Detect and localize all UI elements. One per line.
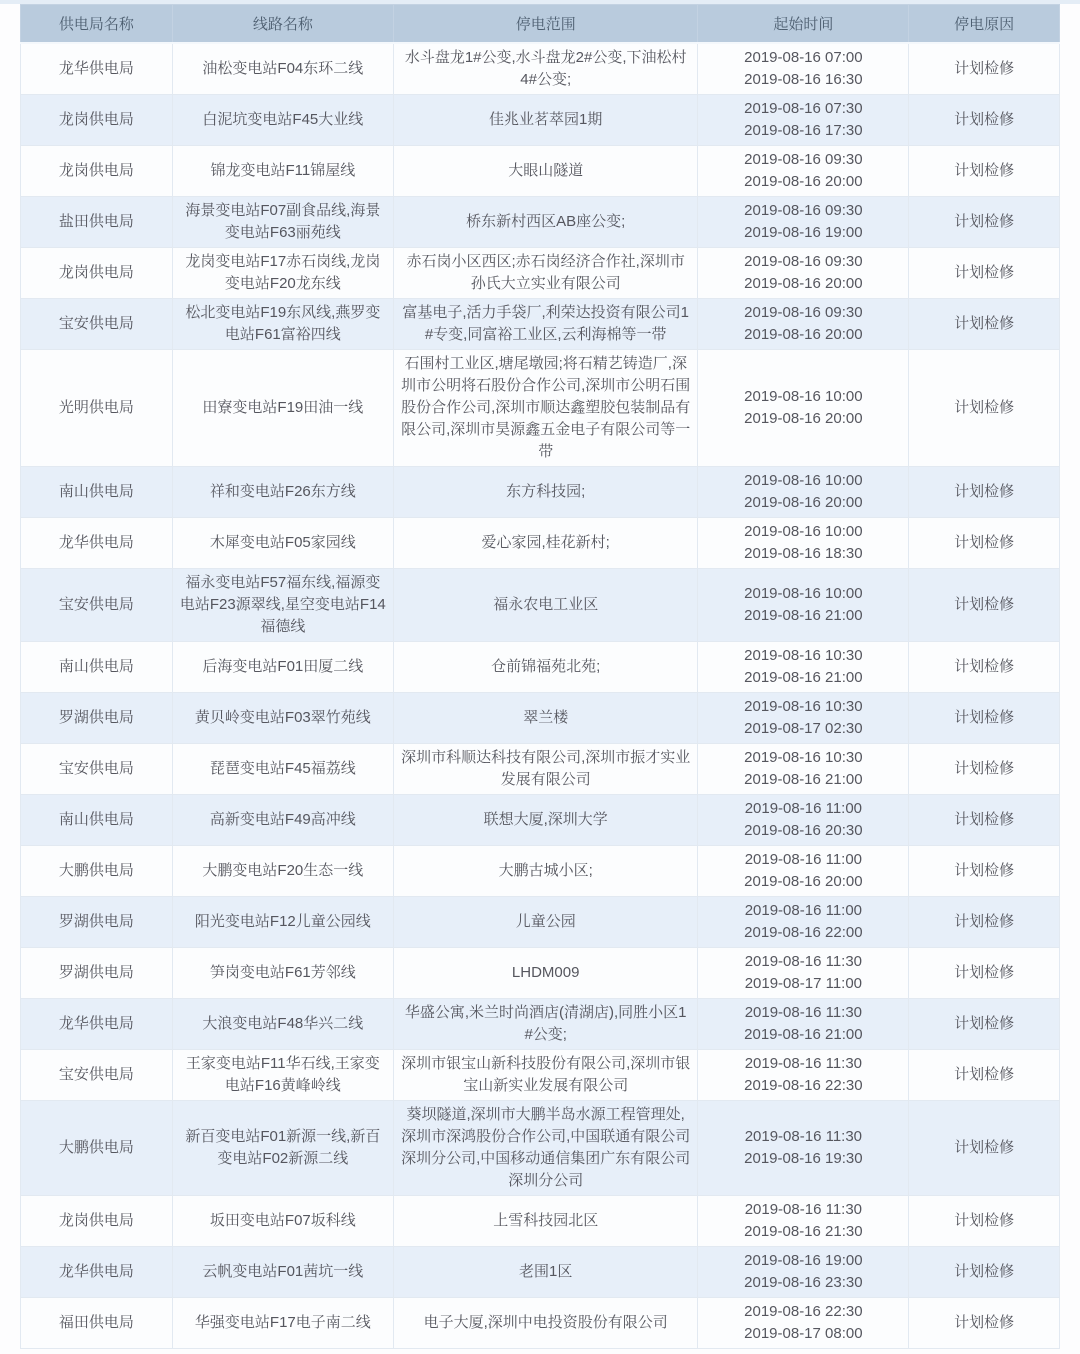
table-row: [21, 1298, 1060, 1349]
cell-line: 华强变电站F17电子南二线: [172, 1298, 393, 1349]
table-row: [21, 95, 1060, 146]
cell-scope: 联想大厦,深圳大学: [393, 795, 697, 846]
cell-line: 大鹏变电站F20生态一线: [172, 846, 393, 897]
cell-line: 高新变电站F49高冲线: [172, 795, 393, 846]
cell-reason: 计划检修: [909, 642, 1060, 693]
start-time: 2019-08-16 10:00: [744, 388, 863, 405]
cell-line: 油松变电站F04东环二线: [172, 43, 393, 95]
table-row: [21, 248, 1060, 299]
cell-reason: 计划检修: [909, 897, 1060, 948]
table-row: [21, 897, 1060, 948]
end-time: 2019-08-16 17:30: [744, 122, 863, 139]
cell-scope: 赤石岗小区西区;赤石岗经济合作社,深圳市孙氏大立实业有限公司: [393, 248, 697, 299]
cell-time: [698, 693, 909, 744]
cell-scope: 石围村工业区,塘尾墩园;将石精艺铸造厂,深圳市公明将石股份合作公司,深圳市公明石围股份合作公司,深圳市顺达鑫塑胶包装制品有限公司,深圳市昊源鑫五金电子有限公司等一带: [393, 350, 697, 467]
start-time: 2019-08-16 09:30: [744, 151, 863, 168]
cell-line: 海景变电站F07副食品线,海景变电站F63丽苑线: [172, 197, 393, 248]
cell-line: 松北变电站F19东风线,燕罗变电站F61富裕四线: [172, 299, 393, 350]
start-time: 2019-08-16 22:30: [744, 1303, 863, 1320]
table-row: [21, 1101, 1060, 1196]
cell-bureau: 龙华供电局: [21, 1247, 173, 1298]
cell-scope: 老围1区: [393, 1247, 697, 1298]
cell-scope: 翠兰楼: [393, 693, 697, 744]
cell-line: 木犀变电站F05家园线: [172, 518, 393, 569]
cell-time: [698, 197, 909, 248]
start-time: 2019-08-16 10:00: [744, 472, 863, 489]
cell-scope: 大眼山隧道: [393, 146, 697, 197]
cell-line: 阳光变电站F12儿童公园线: [172, 897, 393, 948]
end-time: 2019-08-17 08:00: [744, 1325, 863, 1342]
cell-scope: 佳兆业茗萃园1期: [393, 95, 697, 146]
cell-reason: 计划检修: [909, 1298, 1060, 1349]
cell-line: 祥和变电站F26东方线: [172, 467, 393, 518]
cell-bureau: 宝安供电局: [21, 299, 173, 350]
end-time: 2019-08-16 16:30: [744, 71, 863, 88]
cell-scope: 葵坝隧道,深圳市大鹏半岛水源工程管理处,深圳市深鸿股份合作公司,中国联通有限公司深圳分公司,中国移动通信集团广东有限公司深圳分公司: [393, 1101, 697, 1196]
cell-line: 笋岗变电站F61芳邻线: [172, 948, 393, 999]
start-time: 2019-08-16 10:00: [744, 523, 863, 540]
cell-time: [698, 350, 909, 467]
start-time: 2019-08-16 11:30: [744, 953, 863, 970]
cell-line: 白泥坑变电站F45大业线: [172, 95, 393, 146]
cell-bureau: 龙岗供电局: [21, 248, 173, 299]
cell-scope: 电子大厦,深圳中电投资股份有限公司: [393, 1298, 697, 1349]
cell-scope: 大鹏古城小区;: [393, 846, 697, 897]
cell-time: [698, 1298, 909, 1349]
table-header-row: [21, 5, 1060, 44]
cell-reason: 计划检修: [909, 795, 1060, 846]
cell-time: [698, 1247, 909, 1298]
cell-time: [698, 43, 909, 95]
cell-line: 黄贝岭变电站F03翠竹苑线: [172, 693, 393, 744]
cell-line: 福永变电站F57福东线,福源变电站F23源翠线,星空变电站F14福德线: [172, 569, 393, 642]
power-outage-table: [20, 4, 1060, 1349]
start-time: 2019-08-16 19:00: [744, 1252, 863, 1269]
cell-time: [698, 518, 909, 569]
column-header-bureau: 供电局名称: [21, 5, 173, 44]
cell-bureau: 龙岗供电局: [21, 95, 173, 146]
end-time: 2019-08-16 22:30: [744, 1077, 863, 1094]
cell-line: 龙岗变电站F17赤石岗线,龙岗变电站F20龙东线: [172, 248, 393, 299]
table-row: [21, 846, 1060, 897]
cell-reason: 计划检修: [909, 1247, 1060, 1298]
cell-time: [698, 642, 909, 693]
cell-scope: 东方科技园;: [393, 467, 697, 518]
end-time: 2019-08-17 11:00: [744, 975, 863, 992]
cell-scope: 华盛公寓,米兰时尚酒店(清湖店),同胜小区1#公变;: [393, 999, 697, 1050]
cell-line: 大浪变电站F48华兴二线: [172, 999, 393, 1050]
cell-reason: 计划检修: [909, 299, 1060, 350]
cell-reason: 计划检修: [909, 248, 1060, 299]
outage-table-container: [20, 4, 1060, 1349]
table-row: [21, 1050, 1060, 1101]
cell-scope: 富基电子,活力手袋厂,利荣达投资有限公司1#专变,同富裕工业区,云利海棉等一带: [393, 299, 697, 350]
cell-bureau: 福田供电局: [21, 1298, 173, 1349]
end-time: 2019-08-16 20:00: [744, 494, 863, 511]
cell-time: [698, 795, 909, 846]
cell-bureau: 罗湖供电局: [21, 693, 173, 744]
cell-scope: 爱心家园,桂花新村;: [393, 518, 697, 569]
cell-bureau: 光明供电局: [21, 350, 173, 467]
end-time: 2019-08-16 20:00: [744, 326, 863, 343]
table-row: [21, 1247, 1060, 1298]
cell-bureau: 宝安供电局: [21, 1050, 173, 1101]
cell-line: 王家变电站F11华石线,王家变电站F16黄峰岭线: [172, 1050, 393, 1101]
cell-time: [698, 248, 909, 299]
cell-reason: 计划检修: [909, 1196, 1060, 1247]
table-row: [21, 1196, 1060, 1247]
start-time: 2019-08-16 11:00: [744, 902, 863, 919]
cell-time: [698, 95, 909, 146]
cell-scope: LHDM009: [393, 948, 697, 999]
end-time: 2019-08-16 20:00: [744, 873, 863, 890]
end-time: 2019-08-17 02:30: [744, 720, 863, 737]
cell-reason: 计划检修: [909, 999, 1060, 1050]
cell-time: [698, 1050, 909, 1101]
cell-time: [698, 999, 909, 1050]
cell-scope: 桥东新村西区AB座公变;: [393, 197, 697, 248]
cell-bureau: 南山供电局: [21, 467, 173, 518]
table-row: [21, 518, 1060, 569]
table-row: [21, 948, 1060, 999]
cell-scope: 儿童公园: [393, 897, 697, 948]
end-time: 2019-08-16 21:00: [744, 669, 863, 686]
column-header-time: 起始时间: [698, 5, 909, 44]
cell-bureau: 宝安供电局: [21, 569, 173, 642]
cell-time: [698, 846, 909, 897]
cell-line: 坂田变电站F07坂科线: [172, 1196, 393, 1247]
cell-bureau: 龙华供电局: [21, 999, 173, 1050]
cell-bureau: 大鹏供电局: [21, 1101, 173, 1196]
cell-reason: 计划检修: [909, 948, 1060, 999]
cell-reason: 计划检修: [909, 95, 1060, 146]
end-time: 2019-08-16 20:00: [744, 410, 863, 427]
start-time: 2019-08-16 10:00: [744, 585, 863, 602]
cell-reason: 计划检修: [909, 1050, 1060, 1101]
cell-reason: 计划检修: [909, 43, 1060, 95]
start-time: 2019-08-16 10:30: [744, 698, 863, 715]
cell-scope: 水斗盘龙1#公变,水斗盘龙2#公变,下油松村4#公变;: [393, 43, 697, 95]
start-time: 2019-08-16 09:30: [744, 202, 863, 219]
end-time: 2019-08-16 21:00: [744, 771, 863, 788]
cell-reason: 计划检修: [909, 518, 1060, 569]
start-time: 2019-08-16 11:30: [744, 1201, 863, 1218]
end-time: 2019-08-16 20:30: [744, 822, 863, 839]
start-time: 2019-08-16 10:30: [744, 647, 863, 664]
table-row: [21, 795, 1060, 846]
table-row: [21, 299, 1060, 350]
cell-bureau: 盐田供电局: [21, 197, 173, 248]
table-row: [21, 197, 1060, 248]
cell-time: [698, 569, 909, 642]
cell-time: [698, 948, 909, 999]
cell-bureau: 大鹏供电局: [21, 846, 173, 897]
cell-time: [698, 467, 909, 518]
cell-reason: 计划检修: [909, 1101, 1060, 1196]
start-time: 2019-08-16 09:30: [744, 304, 863, 321]
cell-time: [698, 1101, 909, 1196]
end-time: 2019-08-16 21:00: [744, 607, 863, 624]
table-row: [21, 693, 1060, 744]
end-time: 2019-08-16 18:30: [744, 545, 863, 562]
cell-bureau: 罗湖供电局: [21, 948, 173, 999]
cell-line: 锦龙变电站F11锦屋线: [172, 146, 393, 197]
end-time: 2019-08-16 20:00: [744, 173, 863, 190]
start-time: 2019-08-16 07:30: [744, 100, 863, 117]
cell-line: 后海变电站F01田厦二线: [172, 642, 393, 693]
end-time: 2019-08-16 21:30: [744, 1223, 863, 1240]
cell-time: [698, 146, 909, 197]
cell-reason: 计划检修: [909, 197, 1060, 248]
end-time: 2019-08-16 22:00: [744, 924, 863, 941]
table-row: [21, 467, 1060, 518]
start-time: 2019-08-16 11:30: [744, 1004, 863, 1021]
end-time: 2019-08-16 19:30: [744, 1150, 863, 1167]
cell-line: 云帆变电站F01茜坑一线: [172, 1247, 393, 1298]
column-header-reason: 停电原因: [909, 5, 1060, 44]
cell-bureau: 宝安供电局: [21, 744, 173, 795]
start-time: 2019-08-16 11:00: [744, 851, 863, 868]
end-time: 2019-08-16 19:00: [744, 224, 863, 241]
cell-bureau: 罗湖供电局: [21, 897, 173, 948]
column-header-line: 线路名称: [172, 5, 393, 44]
start-time: 2019-08-16 07:00: [744, 49, 863, 66]
cell-line: 琵琶变电站F45福荔线: [172, 744, 393, 795]
end-time: 2019-08-16 23:30: [744, 1274, 863, 1291]
cell-reason: 计划检修: [909, 569, 1060, 642]
table-row: [21, 744, 1060, 795]
cell-time: [698, 299, 909, 350]
cell-scope: 福永农电工业区: [393, 569, 697, 642]
cell-bureau: 南山供电局: [21, 795, 173, 846]
cell-bureau: 南山供电局: [21, 642, 173, 693]
table-row: [21, 350, 1060, 467]
cell-reason: 计划检修: [909, 350, 1060, 467]
cell-bureau: 龙华供电局: [21, 43, 173, 95]
table-row: [21, 642, 1060, 693]
cell-time: [698, 897, 909, 948]
start-time: 2019-08-16 11:30: [744, 1128, 863, 1145]
table-row: [21, 43, 1060, 95]
cell-scope: 深圳市银宝山新科技股份有限公司,深圳市银宝山新实业发展有限公司: [393, 1050, 697, 1101]
cell-scope: 深圳市科顺达科技有限公司,深圳市振才实业发展有限公司: [393, 744, 697, 795]
start-time: 2019-08-16 09:30: [744, 253, 863, 270]
cell-scope: 上雪科技园北区: [393, 1196, 697, 1247]
end-time: 2019-08-16 21:00: [744, 1026, 863, 1043]
cell-line: 田寮变电站F19田油一线: [172, 350, 393, 467]
cell-scope: 仓前锦福苑北苑;: [393, 642, 697, 693]
table-row: [21, 999, 1060, 1050]
table-row: [21, 569, 1060, 642]
cell-bureau: 龙岗供电局: [21, 1196, 173, 1247]
column-header-scope: 停电范围: [393, 5, 697, 44]
cell-reason: 计划检修: [909, 146, 1060, 197]
cell-line: 新百变电站F01新源一线,新百变电站F02新源二线: [172, 1101, 393, 1196]
cell-reason: 计划检修: [909, 693, 1060, 744]
start-time: 2019-08-16 11:30: [744, 1055, 863, 1072]
cell-time: [698, 1196, 909, 1247]
cell-time: [698, 744, 909, 795]
cell-bureau: 龙岗供电局: [21, 146, 173, 197]
end-time: 2019-08-16 20:00: [744, 275, 863, 292]
table-row: [21, 146, 1060, 197]
start-time: 2019-08-16 10:30: [744, 749, 863, 766]
cell-reason: 计划检修: [909, 846, 1060, 897]
start-time: 2019-08-16 11:00: [744, 800, 863, 817]
cell-bureau: 龙华供电局: [21, 518, 173, 569]
cell-reason: 计划检修: [909, 467, 1060, 518]
cell-reason: 计划检修: [909, 744, 1060, 795]
